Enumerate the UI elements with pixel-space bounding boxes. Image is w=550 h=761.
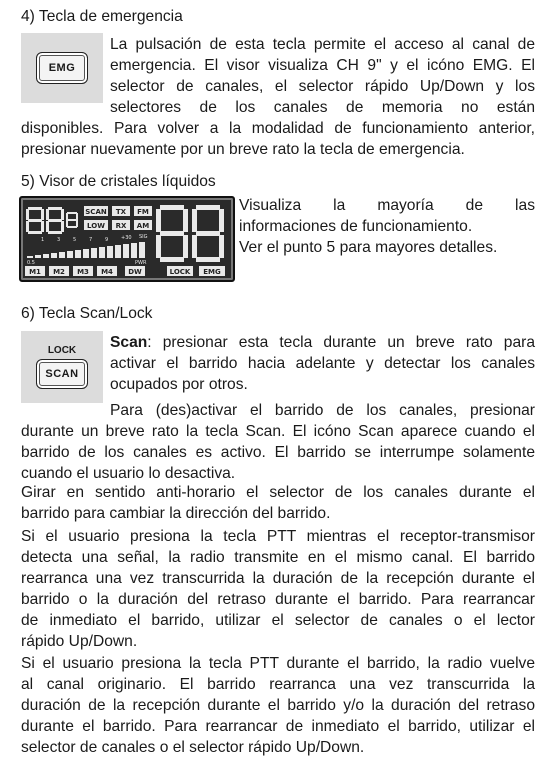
lcd-m4-label: M4 [101, 268, 113, 276]
section-4-line-2: emergencia. El visor visualiza CH 9" y el icóno EMG. El [110, 57, 535, 74]
section-6-p5-line-4: durante el barrido. Para rearrancar de inmediato el barrido, utilizar el [21, 718, 535, 735]
section-6-p3-line-2: barrido para cambiar la dirección del barrido. [21, 505, 331, 522]
section-6-p4-line-6: rápido Up/Down. [21, 633, 138, 650]
emg-key-icon [36, 52, 88, 84]
section-6-p4-line-1: Si el usuario presiona la tecla PTT mientras el receptor-transmisor [21, 528, 535, 545]
section-6-p1-line-1 [110, 332, 535, 353]
section-5-heading: 5) Visor de cristales líquidos [21, 173, 216, 190]
lcd-m3-label: M3 [77, 268, 89, 276]
emg-button-illustration [21, 33, 103, 103]
scale-num-1: 1 [41, 237, 45, 243]
lock-label: LOCK [47, 345, 77, 356]
section-6-p4-line-5: de inmediato el barrido, utilizar el selector de canales o el lector [21, 612, 535, 629]
large-digits-icon [156, 205, 224, 262]
section-4-heading: 4) Tecla de emergencia [21, 8, 183, 25]
scale-num-4: 7 [89, 237, 93, 243]
lcd-lock-label: LOCK [169, 268, 191, 276]
section-6-p4-line-4: barrido o la duración del retraso durante el barrido. Para rearrancar [21, 591, 535, 608]
section-5-line-3: Ver el punto 5 para mayores detalles. [239, 239, 498, 256]
section-4-line-3: selector de canales, el selector rápido Up/Down y los [110, 78, 535, 95]
lcd-m1-label: M1 [29, 268, 41, 276]
signal-bars-icon [27, 242, 145, 258]
lcd-scan-label: SCAN [85, 208, 107, 216]
scale-num-0: 0.5 [27, 260, 35, 266]
lcd-emg-label: EMG [203, 268, 221, 276]
section-6-p2-line-3: barrido de los canales es activo. El barrido se interrumpe solamente [21, 444, 535, 461]
lcd-dw-label: DW [128, 268, 142, 276]
section-4-line-6: presionar nuevamente por un breve rato la tecla de emergencia. [21, 141, 465, 158]
section-6-heading: 6) Tecla Scan/Lock [21, 305, 153, 322]
section-6-p2-line-2: durante un breve rato la tecla Scan. El icóno Scan aparece cuando el [21, 423, 535, 440]
section-6-p5-line-1: Si el usuario presiona la tecla PTT durante el barrido, la radio vuelve [21, 655, 535, 672]
scale-num-6: +30 [121, 235, 132, 241]
scan-key-label: SCAN [45, 368, 79, 380]
lcd-tx-label: TX [115, 208, 127, 216]
pwr-label: PWR [135, 260, 147, 266]
section-6-p5-line-2: al canal originario. El barrido rearranca una vez transcurrida la [21, 676, 535, 693]
scan-lock-button-illustration [21, 331, 103, 403]
section-6-p2-line-1: Para (des)activar el barrido de los canales, presionar [110, 402, 535, 419]
section-6-p5-line-5: selector de canales o el selector rápido Up/Down. [21, 739, 365, 756]
section-6-p4-line-2: detecta una señal, la radio transmite en el mismo canal. El barrido [21, 549, 535, 566]
small-digits-icon [26, 207, 78, 234]
lcd-am-label: AM [136, 222, 150, 230]
section-6-p5-line-3: duración de la recepción durante el barrido y/o la duración del retraso [21, 697, 535, 714]
scale-num-5: 9 [105, 237, 109, 243]
scan-key-icon [36, 359, 88, 389]
section-4-line-4: selectores de los canales de memoria no están [110, 99, 535, 116]
scan-line-rest: : presionar esta tecla durante un breve rato para [147, 334, 535, 351]
section-6-p1-line-2: activar el barrido hacia adelante y detectar los canales [110, 355, 535, 372]
section-6-p2-line-4: cuando el usuario lo desactiva. [21, 465, 236, 482]
section-6-p1-line-3: ocupados por otros. [110, 376, 248, 393]
lcd-low-label: LOW [87, 222, 105, 230]
section-4-line-1: La pulsación de esta tecla permite el acceso al canal de [110, 36, 535, 53]
section-5-line-2: informaciones de funcionamiento. [239, 218, 473, 235]
section-4-line-5: disponibles. Para volver a la modalidad de funcionamiento anterior, [21, 120, 535, 137]
sig-label: SIG [139, 234, 148, 240]
lcd-rx-label: RX [115, 222, 127, 230]
section-6-p3-line-1: Girar en sentido anti-horario el selector de los canales durante el [21, 484, 535, 501]
section-6-p4-line-3: rearranca una vez transcurrida la duración de la recepción durante el [21, 570, 535, 587]
lcd-m2-label: M2 [53, 268, 65, 276]
scan-bold-term: Scan [110, 334, 148, 351]
section-5-line-1: Visualiza la mayoría de las [239, 197, 535, 214]
lcd-display-graphic [21, 198, 233, 280]
scale-num-2: 3 [57, 237, 61, 243]
lcd-fm-label: FM [137, 208, 149, 216]
scale-num-3: 5 [73, 237, 77, 243]
emg-key-label: EMG [48, 62, 76, 74]
lcd-display-illustration [19, 196, 235, 282]
